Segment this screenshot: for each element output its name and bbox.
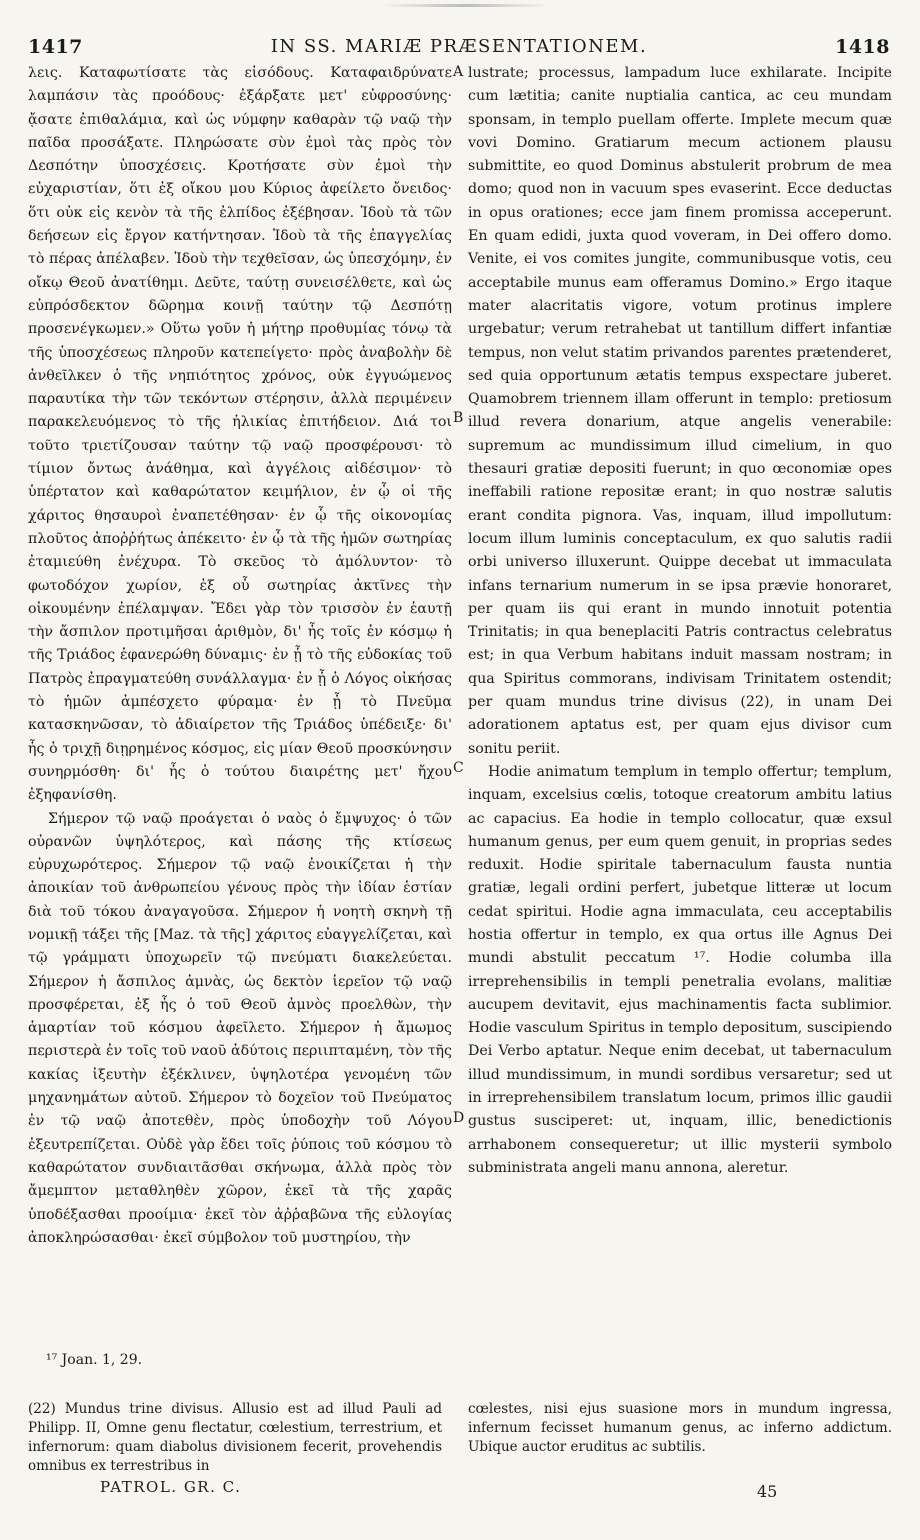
scripture-footnote: ¹⁷ Joan. 1, 29. <box>46 1352 143 1368</box>
greek-paragraph: λεις. Καταφωτίσατε τὰς εἰσόδους. Καταφαιδρύνατε λαμπάσιν τὰς προόδους· ἐξάρξατε μετ' εὐφροσύνης· ᾄσατε ἐπιθαλάμια, καὶ ὡς νύμφην καθαρὰν τῷ ναῷ τὴν παῖδα προσάξατε. Πληρώσατε σὺν ἐμοὶ τὰς πρὸς τὸν Δεσπότην ὑποσχέσεις. Κροτήσατε σὺν ἐμοὶ τὴν εὐχαριστίαν, ὅτι ἐξ οἴκου μου Κύριος ἀφείλετο ὄνειδος· ὅτι οὐκ εἰς κενὸν τὰ τῆς ἐλπίδος ἐξέβησαν. Ἰδοὺ τὰ τῶν δεήσεων εἰς ἔργον κατήντησαν. Ἰδοὺ τὰ τῆς ἐπαγγελίας τὸ πέρας ἀπέλαβεν. Ἰδοὺ τὴν τεχθεῖσαν, ὡς ὑπεσχόμην, ἐν οἴκῳ Θεοῦ ἀνατίθημι. Δεῦτε, ταύτῃ συνεισέλθετε, καὶ ὡς εὐπρόσδεκτον δῶρημα κοινῇ ταύτην τῷ Δεσπότῃ προσενέγκωμεν.» Οὕτω γοῦν ἡ μήτηρ προθυμίας τόνῳ τὰ τῆς ὑποσχέσεως πληροῦν κατεπείγετο· πρὸς ἀναβολὴν δὲ ἀνθεῖλκεν ὁ τῆς νηπιότητος χρόνος, οὐκ ἐγγυώμενος παραυτίκα τὴν τῶν τεκόντων στέρησιν, ἀλλὰ περιμένειν παρακελευόμενος τὸ τῆς ἡλικίας ἐπιτήδειον. Διά τοι τοῦτο τριετίζουσαν ταύτην τῷ ναῷ προσφέρουσι· τὸ τίμιον ὄντως ἀνάθημα, καὶ ἀγγέλοις αἰδέσιμον· τὸ ὑπέρτατον καὶ καθαρώτατον κειμήλιον, ἐν ᾧ οἱ τῆς χάριτος θησαυροὶ ἐναπετέθησαν· ἐν ᾧ τῆς οἰκονομίας πλοῦτος ἀποῤῥήτως ἀπέκειτο· ἐν ᾧ τὰ τῆς ἡμῶν σωτηρίας ἐταμιεύθη ἐνέχυρα. Τὸ σκεῦος τὸ ἀμόλυντον· τὸ φωτοδόχον χωρίον, ἐξ οὗ σωτηρίας ἀκτῖνες τὴν οἰκουμένην ἐπέλαμψαν. Ἔδει γὰρ τὸν τρισσὸν ἐν ἑαυτῇ τὴν ἄσπιλον προτιμῆσαι ἀριθμὸν, δι' ἧς τοῖς ἐν κόσμῳ ἡ τῆς Τριάδος ἐφανερώθη δύναμις· ἐν ᾗ τὸ τῆς εὐδοκίας τοῦ Πατρὸς ἐπραγματεύθη συνάλλαγμα· ἐν ᾗ ὁ Λόγος οἰκήσας τὸ ἡμῶν ἀμπέσχετο φύραμα· ἐν ᾗ τὸ Πνεῦμα κατασκηνῶσαν, τὸ ἀδιαίρετον τῆς Τριάδος ὑπέδειξε· δι' ἧς ὁ τριχῇ διῃρημένος κόσμος, εἰς μίαν Θεοῦ προσκύνησιν συνηρμόσθη· δι' ἧς ὁ τούτου διαιρέτης μετ' ἤχου ἐξηφανίσθη. <box>28 65 452 804</box>
margin-letter: C <box>453 760 464 776</box>
series-label: PATROL. GR. C. <box>100 1478 242 1496</box>
greek-paragraph: Σήμερον τῷ ναῷ προάγεται ὁ ναὸς ὁ ἔμψυχος· ὁ τῶν οὐρανῶν ὑψηλότερος, καὶ πάσης τῆς κτίσεως εὐρυχωρότερος. Σήμερον τῷ ναῷ ἐνοικίζεται ἡ τὴν ἀποικίαν τοῦ ἀνθρωπείου γένους πρὸς τὴν ἰδίαν ἑστίαν διὰ τοῦ τόκου ἀναγαγοῦσα. Σήμερον ἡ νοητὴ σκηνὴ τῇ νομικῇ τάξει τῆς [Maz. τὰ τῆς] χάριτος εὐαγγελίζεται, καὶ τῷ γράμματι ὑποχωρεῖν τῷ πνεύματι διακελεύεται. Σήμερον ἡ ἄσπιλος ἀμνὰς, ὡς δεκτὸν ἱερεῖον τῷ ναῷ προσφέρεται, ἐξ ἧς ὁ τοῦ Θεοῦ ἀμνὸς προελθὼν, τὴν ἁμαρτίαν τοῦ κόσμου ἀφεῖλετο. Σήμερον ἡ ἄμωμος περιστερὰ ἐν τοῖς τοῦ ναοῦ ἀδύτοις περιιπταμένη, τὸν τῆς κακίας ἰξευτὴν ἐξέκλινεν, ὑψηλοτέρα γενομένη τῶν μηχανημάτων αὐτοῦ. Σήμερον τὸ δοχεῖον τοῦ Πνεύματος ἐν τῷ ναῷ ἀποτεθὲν, πρὸς ὑποδοχὴν τοῦ Λόγου ἐξευτρεπίζεται. Οὐδὲ γὰρ ἔδει τοῖς ῥύποις τοῦ κόσμου τὸ καθαρώτατον συνδιαιτᾶσθαι σκήνωμα, ἀλλὰ πρὸς τὸν ἄμεμπτον μεταθληθὲν χῶρον, ἐκεῖ τὰ τῆς χαρᾶς ὑποδέξασθαι προοίμια· ἐκεῖ τὸν ἀῤῥαβῶνα τῆς εὐλογίας ἀποκληρώσασθαι· ἐκεῖ σύμβολον τοῦ μυστηρίου, τὴν <box>28 810 452 1246</box>
page-number-left: 1417 <box>28 36 83 58</box>
scan-mark <box>380 4 550 7</box>
latin-column <box>468 62 892 1180</box>
signature-mark: 45 <box>757 1482 778 1501</box>
running-title: IN SS. MARIÆ PRÆSENTATIONEM. <box>270 36 648 57</box>
latin-paragraph: lustrate; processus, lampadum luce exhilarate. Incipite cum lætitia; canite nuptialia cantica, ac ceu mundam sponsam, in templo puellam offerte. Implete mecum quæ vovi Domino. Gratiarum mecum actionem plausu submittite, eo quod Dominus abstulerit probrum de mea domo; quod non in vacuum spes evaserint. Ecce deductas in opus orationes; ecce jam finem promissa acceperunt. En quam edidi, juxta quod voveram, in Dei offero domo. Venite, ei vos comites jungite, communibusque votis, ceu acceptabile munus eam offeramus Domino.» Ergo itaque mater alacritatis vigore, votum protinus implere urgebatur; verum retrahebat ut tantillum differt infantiæ tempus, non velut statim privandos parentes prætenderet, sed quia opportunum ætatis tempus exspectare juberet. Quamobrem triennem illam offerunt in templo: pretiosum illud revera donarium, atque angelis venerabile: supremum ac mundissimum illud cimelium, in quo thesauri gratiæ depositi fuerunt; in quo œconomiæ opes ineffabili ratione repositæ erant; in quo nostræ salutis erant condita pignora. Vas, inquam, illud impollutum: locum illum luminis conceptaculum, ex quo salutis radii orbi universo illuxerunt. Quippe decebat ut immaculata infans ternarium numerum in se ipsa prævie honoraret, per quam iis qui erant in mundo innotuit potentia Trinitatis; in qua beneplaciti Patris contractus celebratus est; in qua Verbum habitans induit massam nostram; in qua Spiritus commorans, indivisam Trinitatem ostendit; per quam mundus trine divisus (22), in unam Dei adorationem aptatus est, per quam ejus divisor cum sonitu periit. <box>468 65 892 757</box>
latin-paragraph: Hodie animatum templum in templo offertur; templum, inquam, excelsius cœlis, totoque creatorum ambitu latius ac capacius. Ea hodie in templo collocatur, quæ exsul humanum genus, per eum quem genuit, in proprias sedes reduxit. Hodie spiritale tabernaculum fausta nuntia gratiæ, legali ordini perfert, jubetque litteræ ut locum cedat spiritui. Hodie agna immaculata, ceu acceptabilis hostia offertur in templo, ex qua ortus ille Agnus Dei mundi abstulit peccatum ¹⁷. Hodie columba illa irreprehensibilis in templi penetralia evolans, malitiæ aucupem devitavit, ejus machinamentis facta sublimior. Hodie vasculum Spiritus in templo depositum, suscipiendo Dei Verbo aptatur. Neque enim decebat, ut tabernaculum illud mundissimum, in mundi sordibus versaretur; sed ut in irreprehensibilem translatum locum, primos illic gaudii gustus susciperet: ut, inquam, illic, benedictionis arrhabonem consequeretur; ut illic mysterii symbolo subministrata angeli manu annona, aleretur. <box>468 763 892 1176</box>
page-number-right: 1418 <box>835 36 890 58</box>
editor-note-left: (22) Mundus trine divisus. Allusio est ad illud Pauli ad Philipp. II, Omne genu flectatur, cœlestium, terrestrium, et infernorum: quam diabolus divisionem fecerit, provehendis omnibus ex terrestribus in <box>28 1401 442 1474</box>
margin-letter: B <box>453 410 464 426</box>
margin-letter: A <box>453 64 464 80</box>
greek-column <box>28 62 452 1250</box>
running-header <box>28 36 890 62</box>
editor-note-right: cœlestes, nisi ejus suasione mors in mundum ingressa, infernum fecisset humanum genus, ac inferno addictum. Ubique auctor eruditus ac subtilis. <box>468 1401 892 1455</box>
margin-letter: D <box>453 1110 465 1126</box>
